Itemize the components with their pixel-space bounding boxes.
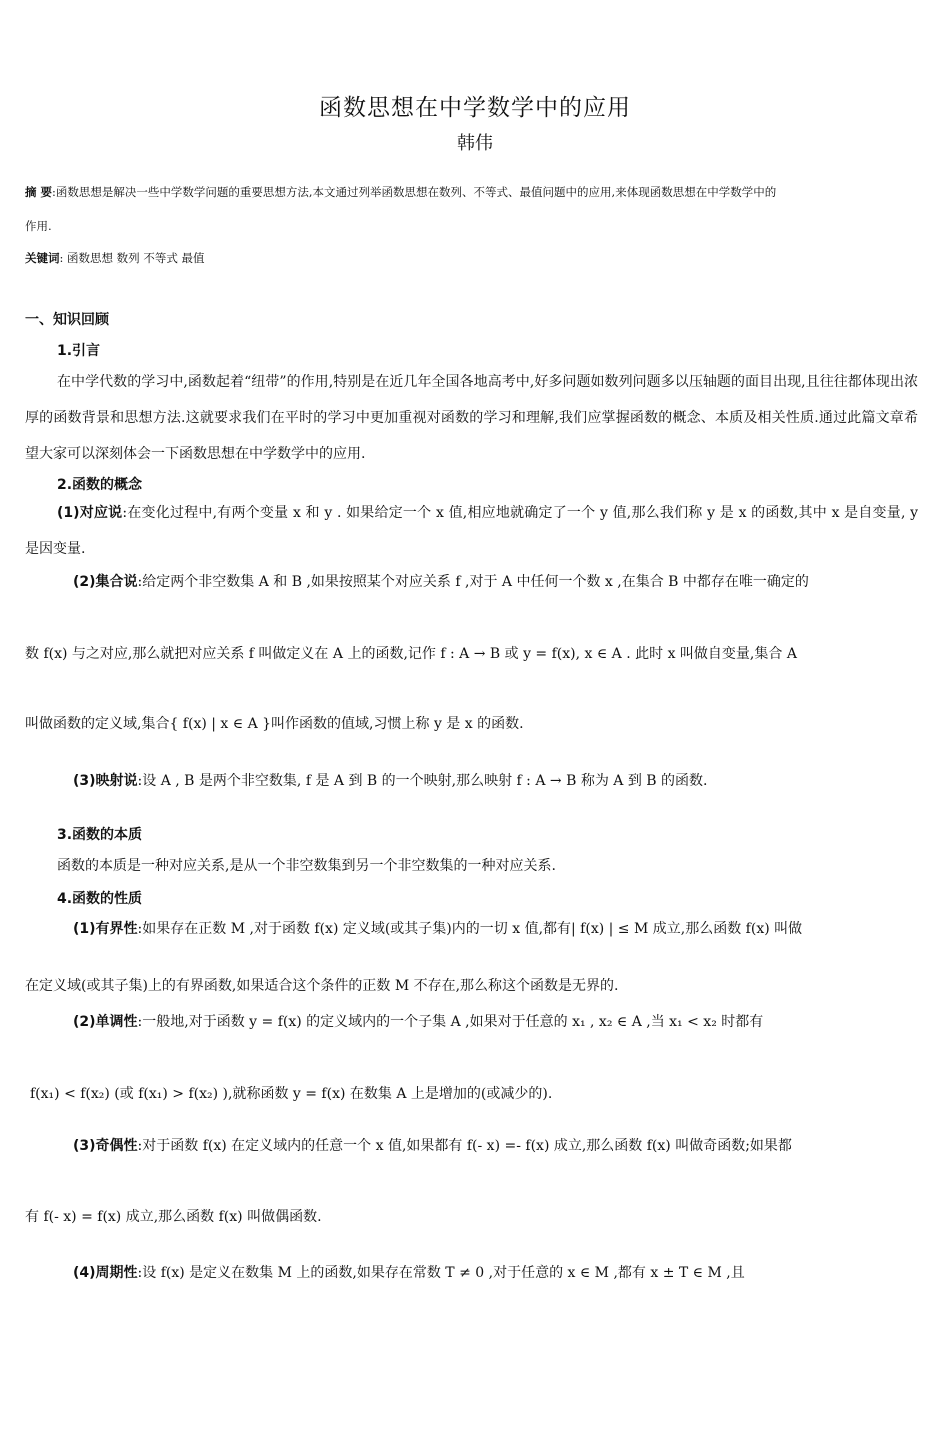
- set-definition-line1: [73, 573, 809, 593]
- author-name: 韩伟: [457, 133, 493, 154]
- set-definition-line2: 数 f(x) 与之对应,那么就把对应关系 f 叫做定义在 A 上的函数,记作 f : A → B 或 y = f(x), x ∈ A . 此时 x 叫做自变量,集合 A: [25, 646, 797, 662]
- set-definition-label: (2)集合说: [73, 574, 138, 590]
- concept-correspondence: [25, 495, 918, 567]
- periodicity-line1: [73, 1264, 745, 1284]
- abstract-label: 摘 要: [25, 185, 53, 199]
- boundedness-line2: 在定义域(或其子集)上的有界函数,如果适合这个条件的正数 M 不存在,那么称这个函数是无界的.: [25, 978, 619, 994]
- correspondence-label: (1)对应说: [57, 505, 123, 521]
- subsection-heading-concept: 2.函数的概念: [57, 477, 143, 493]
- section-heading: 一、知识回顾: [25, 312, 109, 328]
- page-title: 函数思想在中学数学中的应用: [319, 95, 631, 121]
- boundedness-label: (1)有界性: [73, 921, 138, 937]
- mapping-definition: [73, 772, 707, 792]
- keywords: [25, 250, 920, 266]
- subsection-heading-properties: 4.函数的性质: [57, 891, 143, 907]
- monotonicity-line2: f(x₁) < f(x₂) (或 f(x₁) > f(x₂) ),就称函数 y = f(x) 在数集 A 上是增加的(或减少的).: [30, 1086, 553, 1102]
- abstract-text: :函数思想是解决一些中学数学问题的重要思想方法,本文通过列举函数思想在数列、不等式、最值问题中的应用,来体现函数思想在中学数学中的: [52, 185, 777, 199]
- set-definition-text1: :给定两个非空数集 A 和 B ,如果按照某个对应关系 f ,对于 A 中任何一个数 x ,在集合 B 中都存在唯一确定的: [137, 574, 809, 590]
- abstract-cont: 作用.: [25, 219, 52, 233]
- mapping-label: (3)映射说: [73, 773, 138, 789]
- keywords-text: : 函数思想 数列 不等式 最值: [59, 251, 205, 265]
- intro-paragraph: 在中学代数的学习中,函数起着“纽带”的作用,特别是在近几年全国各地高考中,好多问题如数列问题多以压轴题的面目出现,且往往都体现出浓厚的函数背景和思想方法.这就要求我们在平时的学习中更加重视对函数的学习和理解,我们应掌握函数的概念、本质及相关性质.通过此篇文章希望大家可以深刻体会一下函数思想在中学数学中的应用.: [25, 374, 918, 462]
- set-definition-line3: 叫做函数的定义域,集合{ f(x) | x ∈ A }叫作函数的值域,习惯上称 y 是 x 的函数.: [25, 716, 524, 732]
- periodicity-label: (4)周期性: [73, 1265, 138, 1281]
- monotonicity-text1: :一般地,对于函数 y = f(x) 的定义域内的一个子集 A ,如果对于任意的 x₁ , x₂ ∈ A ,当 x₁ < x₂ 时都有: [137, 1014, 764, 1030]
- parity-line2: 有 f(- x) = f(x) 成立,那么函数 f(x) 叫做偶函数.: [25, 1209, 322, 1225]
- keywords-label: 关键词: [25, 251, 60, 265]
- periodicity-text1: :设 f(x) 是定义在数集 M 上的函数,如果存在常数 T ≠ 0 ,对于任意的 x ∈ M ,都有 x ± T ∈ M ,且: [137, 1265, 745, 1281]
- subsection-heading-essence: 3.函数的本质: [57, 827, 143, 843]
- monotonicity-line1: [73, 1013, 763, 1033]
- essence-text: 函数的本质是一种对应关系,是从一个非空数集到另一个非空数集的一种对应关系.: [57, 858, 556, 874]
- parity-text1: :对于函数 f(x) 在定义域内的任意一个 x 值,如果都有 f(- x) =- f(x) 成立,那么函数 f(x) 叫做奇函数;如果都: [137, 1138, 792, 1154]
- boundedness-text1: :如果存在正数 M ,对于函数 f(x) 定义域(或其子集)内的一切 x 值,都有| f(x) | ≤ M 成立,那么函数 f(x) 叫做: [137, 921, 803, 937]
- boundedness-line1: [73, 920, 802, 940]
- monotonicity-label: (2)单调性: [73, 1014, 138, 1030]
- subsection-heading-intro: 1.引言: [57, 343, 101, 359]
- parity-label: (3)奇偶性: [73, 1138, 138, 1154]
- abstract: [25, 184, 920, 200]
- parity-line1: [73, 1137, 792, 1157]
- mapping-text: :设 A , B 是两个非空数集, f 是 A 到 B 的一个映射,那么映射 f : A → B 称为 A 到 B 的函数.: [137, 773, 708, 789]
- correspondence-text: :在变化过程中,有两个变量 x 和 y . 如果给定一个 x 值,相应地就确定了一个 y 值,那么我们称 y 是 x 的函数,其中 x 是自变量, y 是因变量.: [25, 505, 918, 557]
